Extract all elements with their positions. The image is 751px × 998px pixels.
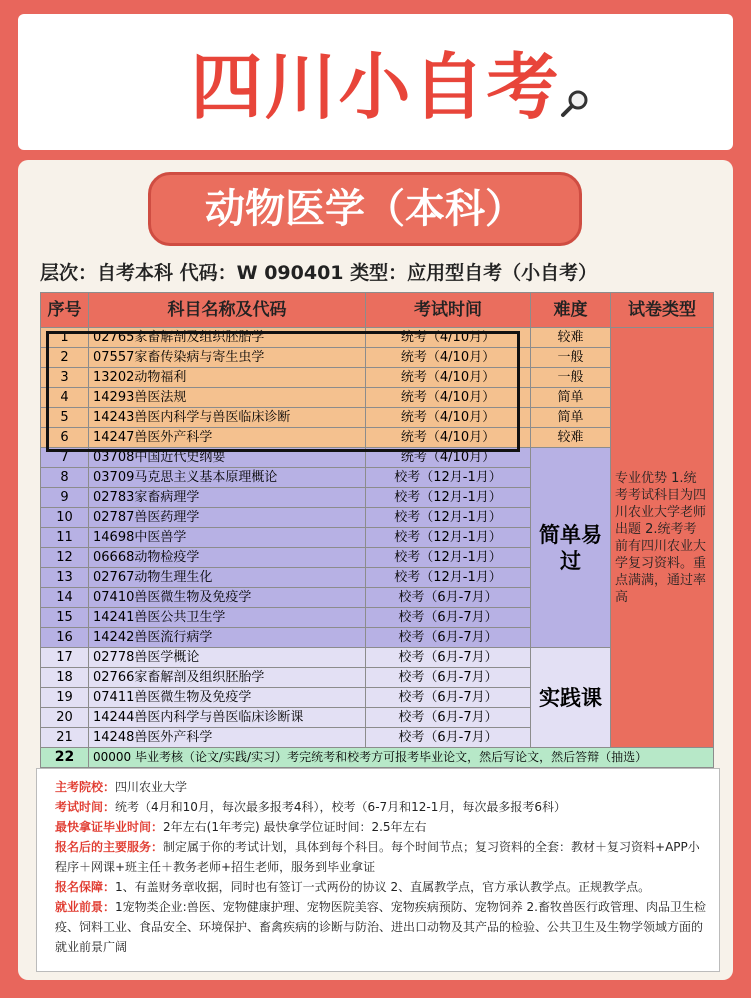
exam-time: 校考（12月-1月） xyxy=(366,528,531,548)
difficulty: 简单 xyxy=(531,408,611,428)
note-key: 考试时间： xyxy=(55,800,116,814)
row-number: 15 xyxy=(41,608,89,628)
row-number: 6 xyxy=(41,428,89,448)
note-line xyxy=(55,777,711,797)
course-name: 02767动物生理生化 xyxy=(89,568,366,588)
row-number: 18 xyxy=(41,668,89,688)
exam-time: 校考（12月-1月） xyxy=(366,488,531,508)
table-row-final xyxy=(41,748,714,768)
row-number: 4 xyxy=(41,388,89,408)
exam-time: 校考（6月-7月） xyxy=(366,648,531,668)
col-header-no: 序号 xyxy=(41,293,89,328)
row-number: 20 xyxy=(41,708,89,728)
note-key: 主考院校： xyxy=(55,780,116,794)
difficulty: 较难 xyxy=(531,328,611,348)
note-key: 最快拿证毕业时间： xyxy=(55,820,164,834)
row-number: 21 xyxy=(41,728,89,748)
exam-time: 校考（6月-7月） xyxy=(366,708,531,728)
course-name: 14248兽医外产科学 xyxy=(89,728,366,748)
course-name: 13202动物福利 xyxy=(89,368,366,388)
note-text: 统考（4月和10月，每次最多报考4科），校考（6-7月和12-1月，每次最多报考6科） xyxy=(115,800,567,814)
col-header-paper-type: 试卷类型 xyxy=(611,293,714,328)
difficulty: 简单 xyxy=(531,388,611,408)
note-text: 2年左右(1年考完) 最快拿学位证时间：2.5年左右 xyxy=(163,820,427,834)
row-number: 2 xyxy=(41,348,89,368)
course-name: 02766家畜解剖及组织胚胎学 xyxy=(89,668,366,688)
course-name: 02765家畜解剖及组织胚胎学 xyxy=(89,328,366,348)
difficulty: 一般 xyxy=(531,368,611,388)
course-name: 14243兽医内科学与兽医临床诊断 xyxy=(89,408,366,428)
exam-time: 统考（4/10月） xyxy=(366,328,531,348)
row-number: 11 xyxy=(41,528,89,548)
row-number: 9 xyxy=(41,488,89,508)
course-name: 07557家畜传染病与寄生虫学 xyxy=(89,348,366,368)
row-number: 5 xyxy=(41,408,89,428)
row-number: 13 xyxy=(41,568,89,588)
course-name: 07410兽医微生物及免疫学 xyxy=(89,588,366,608)
exam-time: 统考（4/10月） xyxy=(366,388,531,408)
exam-time: 校考（6月-7月） xyxy=(366,728,531,748)
note-line xyxy=(55,797,711,817)
col-header-course: 科目名称及代码 xyxy=(89,293,366,328)
graduation-assessment: 00000 毕业考核（论文/实践/实习）考完统考和校考方可报考毕业论文，然后写论文，然后答辩（抽选） xyxy=(89,748,714,768)
course-name: 06668动物检疫学 xyxy=(89,548,366,568)
course-name: 14698中医兽学 xyxy=(89,528,366,548)
exam-time: 统考（4/10月） xyxy=(366,428,531,448)
practice-label: 实践课 xyxy=(531,648,611,748)
exam-time: 校考（12月-1月） xyxy=(366,568,531,588)
course-name: 02787兽医药理学 xyxy=(89,508,366,528)
row-number: 8 xyxy=(41,468,89,488)
row-number: 14 xyxy=(41,588,89,608)
note-text: 1宠物类企业:兽医、宠物健康护理、宠物医院美容、宠物疾病预防、宠物饲养 2.畜牧兽医行政管理、肉品卫生检疫、饲料工业、食品安全、环境保护、畜禽疾病的诊断与防治、进出口动物及其产品的检验、公共卫生及生物学领域方面的就业前景广阔 xyxy=(55,900,706,954)
course-name: 14242兽医流行病学 xyxy=(89,628,366,648)
course-name: 02778兽医学概论 xyxy=(89,648,366,668)
note-key: 报名保障： xyxy=(55,880,116,894)
exam-time: 校考（12月-1月） xyxy=(366,508,531,528)
row-number: 7 xyxy=(41,448,89,468)
col-header-time: 考试时间 xyxy=(366,293,531,328)
course-name: 03708中国近代史纲要 xyxy=(89,448,366,468)
course-name: 14241兽医公共卫生学 xyxy=(89,608,366,628)
row-number: 17 xyxy=(41,648,89,668)
note-key: 报名后的主要服务： xyxy=(55,840,164,854)
course-name: 14293兽医法规 xyxy=(89,388,366,408)
note-text: 制定属于你的考试计划，具体到每个科目。每个时间节点；复习资料的全套：教材＋复习资料+APP小程序＋网课+班主任＋教务老师+招生老师，服务到毕业拿证 xyxy=(55,840,700,874)
exam-time: 统考（4/10月） xyxy=(366,348,531,368)
exam-time: 校考（6月-7月） xyxy=(366,688,531,708)
note-key: 就业前景： xyxy=(55,900,116,914)
difficulty: 较难 xyxy=(531,428,611,448)
col-header-difficulty: 难度 xyxy=(531,293,611,328)
paper-type-note: 专业优势 1.统考考试科目为四川农业大学老师出题 2.统考考前有四川农业大学复习资料。重点满满，通过率高 xyxy=(611,328,714,748)
highlight-box xyxy=(46,331,520,452)
row-number: 12 xyxy=(41,548,89,568)
note-text: 1、有盖财务章收据，同时也有签订一式两份的协议 2、直属教学点，官方承认教学点。正规教学点。 xyxy=(115,880,651,894)
row-number: 3 xyxy=(41,368,89,388)
exam-time: 校考（12月-1月） xyxy=(366,548,531,568)
page-title: 四川小自考 xyxy=(190,45,561,129)
program-info: 层次：自考本科 代码：W 090401 类型：应用型自考（小自考） xyxy=(40,262,598,284)
row-number: 1 xyxy=(41,328,89,348)
row-number: 19 xyxy=(41,688,89,708)
course-name: 03709马克思主义基本原理概论 xyxy=(89,468,366,488)
course-name: 14247兽医外产科学 xyxy=(89,428,366,448)
exam-time: 校考（6月-7月） xyxy=(366,608,531,628)
course-name: 07411兽医微生物及免疫学 xyxy=(89,688,366,708)
exam-time: 统考（4/10月） xyxy=(366,448,531,468)
note-line xyxy=(55,817,711,837)
exam-time: 校考（6月-7月） xyxy=(366,588,531,608)
row-number: 22 xyxy=(41,748,89,768)
note-text: 四川农业大学 xyxy=(115,780,188,794)
exam-time: 校考（12月-1月） xyxy=(366,468,531,488)
exam-time: 校考（6月-7月） xyxy=(366,628,531,648)
note-line xyxy=(55,877,711,897)
magnifier-icon xyxy=(560,88,590,118)
exam-time: 统考（4/10月） xyxy=(366,408,531,428)
row-number: 10 xyxy=(41,508,89,528)
exam-time: 校考（6月-7月） xyxy=(366,668,531,688)
course-name: 02783家畜病理学 xyxy=(89,488,366,508)
row-number: 16 xyxy=(41,628,89,648)
note-line xyxy=(55,837,711,877)
note-line xyxy=(55,897,711,957)
major-title: 动物医学（本科） xyxy=(148,172,582,246)
difficulty: 一般 xyxy=(531,348,611,368)
notes-box xyxy=(36,768,720,972)
exam-time: 统考（4/10月） xyxy=(366,368,531,388)
easy-pass-label: 简单易过 xyxy=(531,448,611,648)
course-name: 14244兽医内科学与兽医临床诊断课 xyxy=(89,708,366,728)
